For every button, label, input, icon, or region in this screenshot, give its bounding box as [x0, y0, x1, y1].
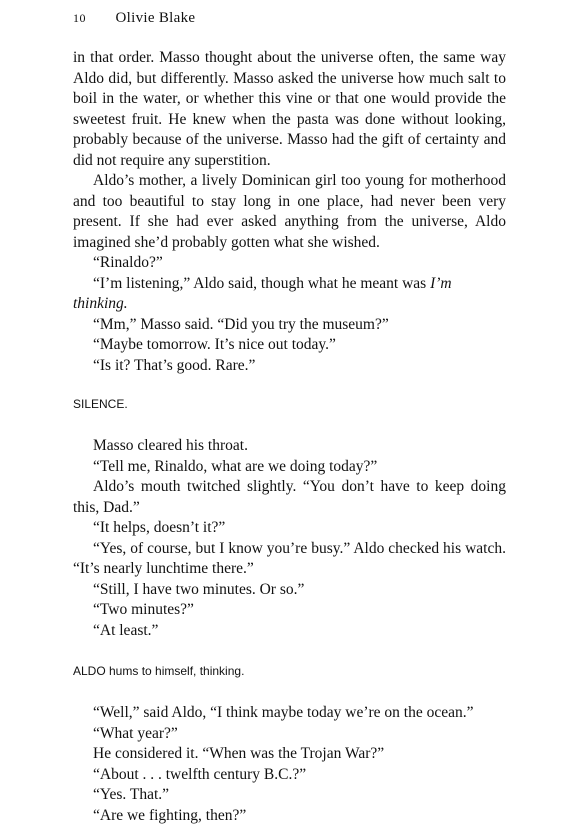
- dialogue-text: “I’m listening,” Aldo said, though what he meant was: [93, 275, 430, 292]
- dialogue-line: “Mm,” Masso said. “Did you try the museum?”: [73, 315, 506, 336]
- dialogue-line: “Well,” said Aldo, “I think maybe today we’re on the ocean.”: [73, 703, 506, 724]
- paragraph: in that order. Masso thought about the universe often, the same way Aldo did, but differently. Masso asked the universe how much salt to boil in the water, or whether this vine or that one would provide the sweetest fruit. He knew when the pasta was done without looking, probably because of the universe. Masso had the gift of certainty and did not require any superstition.: [73, 48, 506, 171]
- dialogue-line: “Maybe tomorrow. It’s nice out today.”: [73, 335, 506, 356]
- dialogue-line: “Yes. That.”: [73, 785, 506, 806]
- emphasis-text: I’m thinking.: [73, 275, 452, 313]
- paragraph: Aldo’s mother, a lively Dominican girl too young for motherhood and too beautiful to stay long in one place, had never been very present. If she had ever asked anything from the universe, Aldo imagined she’d probably gotten what she wished.: [73, 171, 506, 253]
- dialogue-line: “Are we fighting, then?”: [73, 806, 506, 826]
- dialogue-line: “It helps, doesn’t it?”: [73, 518, 506, 539]
- dialogue-line: “About . . . twelfth century B.C.?”: [73, 765, 506, 786]
- dialogue-line: “Is it? That’s good. Rare.”: [73, 356, 506, 377]
- page-body: [73, 48, 506, 826]
- dialogue-line: Masso cleared his throat.: [73, 436, 506, 457]
- dialogue-line: He considered it. “When was the Trojan War?”: [73, 744, 506, 765]
- page-number: 10: [73, 11, 86, 25]
- paragraph: “Yes, of course, but I know you’re busy.” Aldo checked his watch. “It’s nearly lunchtime there.”: [73, 539, 506, 580]
- dialogue-line: “Rinaldo?”: [73, 253, 506, 274]
- stage-direction: SILENCE.: [73, 396, 506, 412]
- paragraph: Aldo’s mouth twitched slightly. “You don’t have to keep doing this, Dad.”: [73, 477, 506, 518]
- dialogue-line: “Still, I have two minutes. Or so.”: [73, 580, 506, 601]
- dialogue-line: “Tell me, Rinaldo, what are we doing today?”: [73, 457, 506, 478]
- dialogue-line: “Two minutes?”: [73, 600, 506, 621]
- dialogue-line: “At least.”: [73, 621, 506, 642]
- author-name: Olivie Blake: [116, 10, 196, 26]
- dialogue-line: “What year?”: [73, 724, 506, 745]
- running-header: [73, 10, 195, 27]
- stage-direction: ALDO hums to himself, thinking.: [73, 663, 506, 679]
- dialogue-line-listening: [73, 274, 506, 315]
